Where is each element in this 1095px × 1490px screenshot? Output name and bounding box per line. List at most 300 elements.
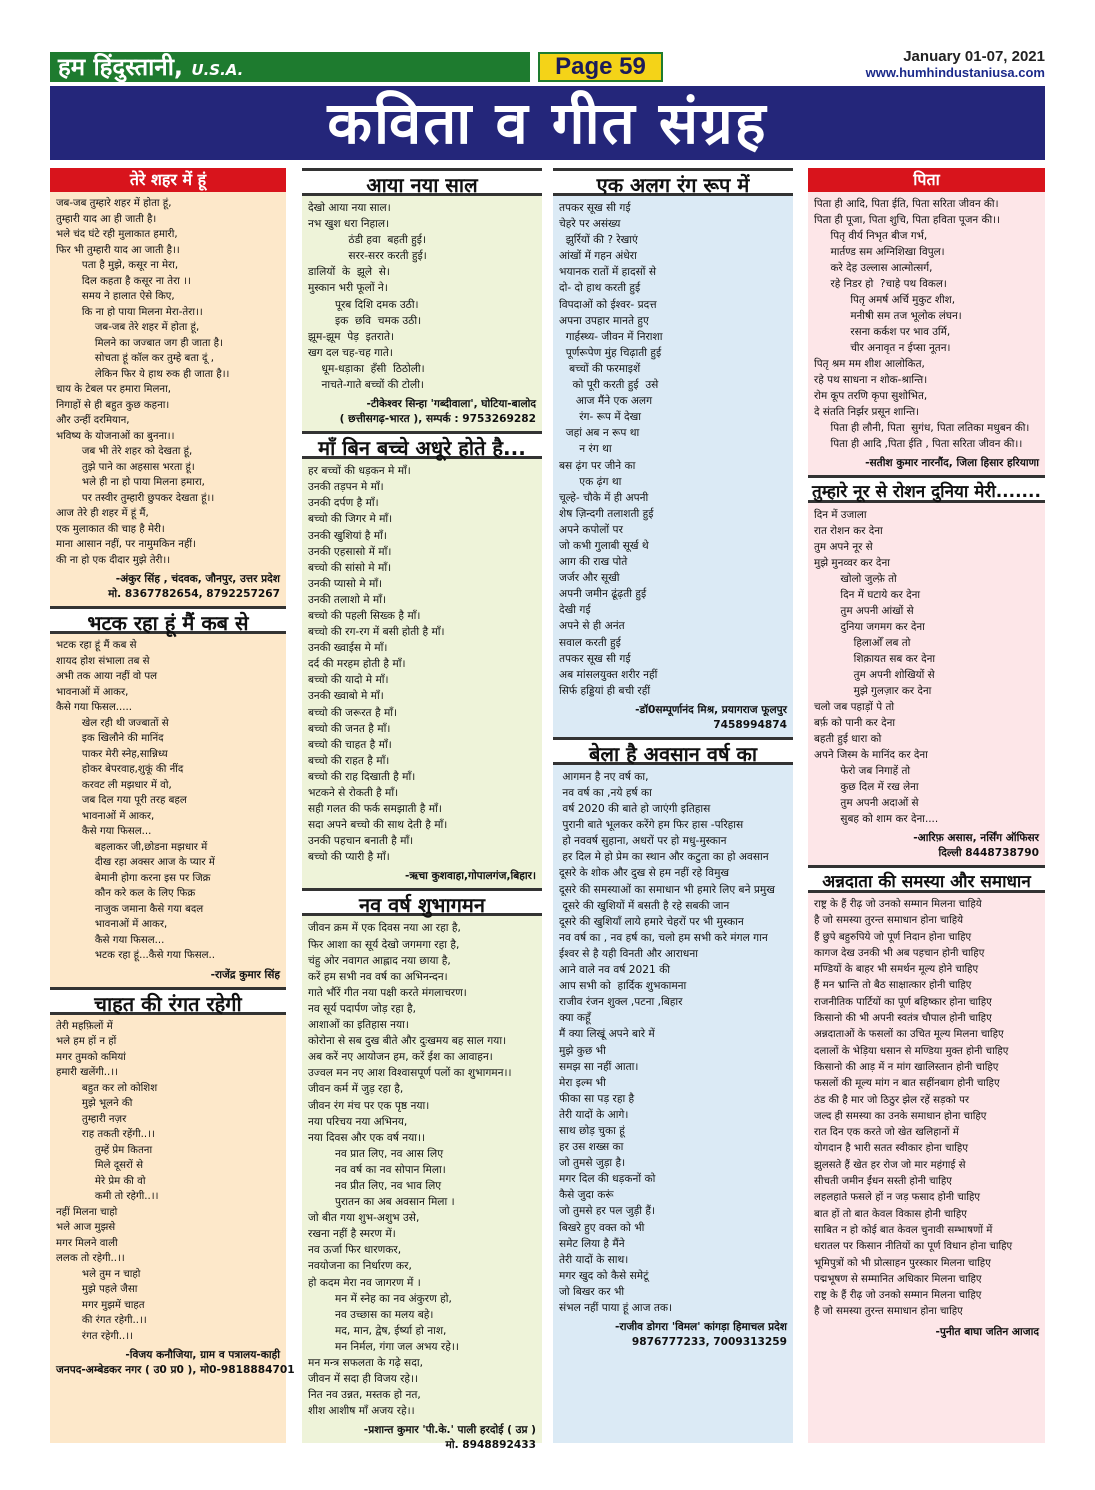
text-line: पिता ही आदि, पिता ईति, पिता सरिता जीवन की।: [814, 198, 999, 210]
text-line: नव ऊर्जा फिर धारणकर,: [308, 1244, 402, 1257]
text-line: 7458994874: [713, 718, 787, 731]
text-line: दिल्ली 8448738790: [938, 847, 1039, 859]
text-line: मुझे मुनव्वर कर देना: [814, 557, 890, 569]
text-line: उनकी दर्पण है माँ।: [308, 497, 379, 510]
poem-signature: [808, 1325, 1045, 1340]
text-line: आगमन है नए वर्ष का,: [559, 770, 649, 783]
text-line: 9876777233, 7009313259: [631, 1336, 787, 1349]
text-line: दे संतति निर्झर प्रसून शान्ति।: [814, 406, 920, 418]
text-line: उनकी तलाशो मे माँ।: [308, 593, 387, 606]
text-line: -ऋचा कुशवाहा,गोपालगंज,बिहार।: [405, 870, 536, 883]
text-line: मिले दूसरों से: [56, 1160, 143, 1171]
text-line: -राजेंद्र कुमार सिंह: [210, 968, 280, 981]
text-line: नहीं मिलना चाहो: [56, 1206, 118, 1218]
text-line: आज तेरे ही शहर में हूं मैं,: [56, 508, 149, 519]
poem-signature: [808, 831, 1045, 861]
poem-title: आया नया साल: [302, 168, 542, 196]
text-line: की रंगत रहेगी..।।: [56, 1315, 147, 1326]
text-line: नव वर्ष का ,नये हर्ष का: [559, 787, 652, 799]
poem-signature: [50, 572, 286, 602]
text-line: रहे निडर हो ?चाहे पथ विकल।: [814, 278, 947, 290]
text-line: शीश आशीष माँ अजय रहे।।: [308, 1405, 415, 1418]
text-line: उनकी तड़पन मे माँ।: [308, 481, 384, 494]
text-line: आज मैंने एक अलग: [559, 395, 653, 408]
text-line: कैसे गया फिसल...: [56, 934, 165, 946]
text-line: बच्चो की जरूरत है माँ।: [308, 706, 398, 719]
text-line: मन निर्मल, गंगा जल अभय रहे।।: [308, 1340, 459, 1353]
text-line: रहे पथ साधना न शोक-श्रान्ति।: [814, 374, 928, 386]
text-line: तेरी यादों के आगे।: [559, 1108, 629, 1121]
text-line: पूर्णरूपेण मुंह चिढ़ाती हुई: [559, 346, 662, 359]
text-line: साबित न हो कोई बात केवल चुनावी सम्भाषणों में: [814, 1224, 993, 1236]
text-line: एक ढ़ंग था: [559, 475, 622, 488]
text-line: हिलाओँ लब तो: [814, 637, 911, 649]
text-line: -विजय कनौजिया, ग्राम व पत्रालय-काही: [125, 1349, 280, 1361]
text-line: जब भी तेरे शहर को देखता हूं,: [56, 446, 193, 457]
text-line: जब-जब तेरे शहर में होता हूं,: [56, 322, 200, 333]
text-line: नाचते-गाते बच्चों की टोली।: [308, 379, 424, 392]
text-line: इक खिलौने की मानिंद: [56, 733, 164, 744]
section-banner: कविता व गीत संग्रह: [50, 86, 1045, 160]
text-line: जहां अब न रूप था: [559, 427, 640, 440]
text-line: -अंकुर सिंह , चंदवक, जौनपुर, उत्तर प्रदेश: [115, 573, 280, 585]
text-line: नवयोजना का निर्धारण कर,: [308, 1260, 412, 1273]
text-line: रसना कर्कश पर भाव उर्मि,: [814, 326, 951, 338]
text-line: जब-जब तुम्हारे शहर में होता हूं,: [56, 198, 172, 209]
text-line: ईश्वर से है यही विनती और आराधना: [559, 947, 698, 960]
text-line: चाय के टेबल पर हमारा मिलना,: [56, 384, 171, 395]
text-line: जो तुमसे जुड़ा है।: [559, 1157, 626, 1170]
text-line: पता है मुझे, कसूर ना मेरा,: [56, 260, 179, 271]
text-line: हो नववर्ष सुहाना, अधरों पर हो मधु-मुस्कान: [559, 835, 727, 848]
text-line: करें हम सभी नव वर्ष का अभिनन्दन।: [308, 970, 448, 983]
text-line: मार्तण्ड सम अग्निशिखा विपुल।: [814, 246, 945, 258]
text-line: पाकर मेरी स्नेह,सान्निध्य: [56, 748, 168, 760]
text-line: है जो समस्या तुरन्त समाधान होना चाहिये: [814, 915, 964, 927]
text-line: मो. 8948892433: [445, 1439, 536, 1452]
column-3: [553, 168, 793, 1443]
text-line: रंगत रहेगी..।।: [56, 1330, 134, 1342]
text-line: समय ने हालात ऐसे किए,: [56, 291, 175, 302]
text-line: दो- दो हाथ करती हुई: [559, 282, 641, 295]
text-line: मगर खुद को कैसे समेटूं: [559, 1269, 649, 1282]
text-line: उनकी एहसासो में माँ।: [308, 545, 392, 558]
text-line: दिन में उजाला: [814, 509, 867, 521]
text-line: तुम अपनी शोखियों से: [814, 669, 935, 681]
text-line: मद, मान, द्वेष, ईर्ष्या हो नाश,: [308, 1324, 447, 1337]
text-line: हो कदम मेरा नव जागरण में ।: [308, 1276, 421, 1289]
text-line: नव वर्ष का , नव हर्ष का, चलो हम सभी करे मंगल गान: [559, 931, 768, 944]
text-line: कमी तो रहेगी..।।: [56, 1191, 159, 1202]
poem-title: अन्नदाता की समस्या और समाधान: [808, 865, 1045, 893]
poem-body: [808, 893, 1045, 1325]
text-line: सदा अपने बच्चो की साथ देती है माँ।: [308, 819, 448, 832]
text-line: बच्चो की जिगर मे माँ।: [308, 513, 393, 526]
text-line: पूरब दिशि दमक उठी।: [308, 298, 419, 311]
text-line: पद्मभूषण से सम्मानित अधिकार मिलना चाहिए: [814, 1273, 982, 1285]
text-line: तुम अपनी अदाओं से: [814, 797, 919, 809]
text-line: तपकर सूख सी गई: [559, 652, 631, 665]
poem-signature: [302, 397, 542, 427]
issue-info: [866, 48, 1045, 80]
text-line: दूसरे की समस्याओं का समाधान भी हमारे लिए बने प्रमुख: [559, 883, 775, 896]
text-line: फिर भी तुम्हारी याद आ जाती है।।: [56, 244, 180, 256]
text-line: चूल्हे- चौके में ही अपनी: [559, 491, 649, 504]
poem-title: तेरे शहर में हूं: [50, 168, 286, 192]
text-line: भटकने से रोकती है माँ।: [308, 787, 399, 799]
text-line: देखी गई: [559, 604, 591, 617]
text-line: उनकी ख्वाबो मे माँ।: [308, 690, 384, 703]
text-line: जल्द ही समस्या का उनके समाधान होना चाहिए: [814, 1110, 987, 1122]
text-line: संभल नहीं पाया हूं आज तक।: [559, 1302, 673, 1314]
poem-signature: [553, 1320, 793, 1350]
text-line: की ना हो एक दीदार मुझे तेरी।।: [56, 554, 171, 566]
text-line: उनकी ख्वाईस मे माँ।: [308, 642, 388, 655]
text-line: उनकी प्यासो मे माँ।: [308, 577, 383, 590]
text-line: अन्नदाताओं के फसलों का उचित मूल्य मिलना चाहिए: [814, 1029, 1004, 1041]
text-line: कुछ दिल में रख लेना: [814, 781, 919, 793]
text-line: बच्चो की राह दिखाती है माँ।: [308, 770, 416, 783]
text-line: तुम अपने नूर से: [814, 541, 873, 553]
column-2: [302, 168, 542, 1452]
text-line: मिलने का जज्बात जग ही जाता है।: [56, 337, 223, 349]
text-line: झुलसते हैं खेत हर रोज जो मार महंगाई से: [814, 1159, 966, 1171]
text-line: शिक़ायत सब कर देना: [814, 653, 936, 665]
text-line: समझ सा नहीं आता।: [559, 1060, 639, 1073]
text-line: उनकी पहचान बनाती है माँ।: [308, 835, 414, 848]
text-line: न रंग था: [559, 443, 612, 456]
poem-body: [50, 634, 286, 968]
text-line: किसानो की आड़ में न मांग खालिस्तान होनी चाहिए: [814, 1061, 999, 1073]
poem-body: [808, 503, 1045, 831]
text-line: आप सभी को हार्दिक शुभकामना: [559, 980, 687, 993]
page-header: [50, 48, 1045, 82]
text-line: नभ खुश धरा निहाल।: [308, 218, 390, 231]
text-line: कौन करे कल के लिए फिक्र: [56, 888, 196, 899]
text-line: गाते भौंरें गीत नया पक्षी करते मंगलाचरण।: [308, 986, 467, 999]
text-line: भूमिपुत्रों को भी प्रोत्साहन पुरस्कार मिलना चाहिए: [814, 1257, 991, 1269]
text-line: -सतीश कुमार नारनौंद, जिला हिसार हरियाणा: [865, 457, 1039, 469]
text-line: तुम्हारी याद आ ही जाती है।: [56, 213, 157, 225]
text-line: बात हों तो बात केवल विकास होनी चाहिए: [814, 1208, 967, 1220]
text-line: करे देह उल्लास आत्मोत्सर्ग,: [814, 262, 933, 274]
text-line: तुम अपनी आंखों से: [814, 605, 914, 617]
poem-signature: [50, 968, 286, 983]
text-line: कैसे जुदा करूं: [559, 1189, 614, 1202]
text-line: दर्द की मरहम होती है माँ।: [308, 658, 406, 671]
masthead-suffix: U.S.A.: [191, 61, 244, 79]
text-line: अपनी जमीन ढूंढ़ती हुई: [559, 588, 647, 601]
text-line: भले तुम न चाहो: [56, 1268, 141, 1280]
text-line: अपना उपहार मानते हुए: [559, 314, 649, 327]
text-line: भावनाओं में आकर,: [56, 686, 129, 698]
text-line: बच्चों की फरमाइशें: [559, 362, 641, 375]
text-line: मन में स्नेह का नव अंकुरण हो,: [308, 1292, 452, 1305]
text-line: जीवन में सदा ही विजय रहे।।: [308, 1373, 419, 1386]
text-line: जीवन क्रम में एक दिवस नया आ रहा है,: [308, 922, 461, 935]
text-line: हर बच्चों की धड़कन मे माँ।: [308, 465, 411, 478]
text-line: रखना नहीं है स्मरण में।: [308, 1228, 396, 1241]
text-line: है जो समस्या तुरन्त समाधान होना चाहिए: [814, 1306, 963, 1318]
text-line: ठंड की है मार जो ठिठुर झेल रहें सड़को पर: [814, 1094, 970, 1106]
poem-signature: [302, 1423, 542, 1453]
text-line: भटक रहा हूं मैं कब से: [56, 640, 137, 651]
text-line: नव प्रात लिए, नव आस लिए: [308, 1147, 444, 1160]
text-line: डालियों के झूले से।: [308, 266, 390, 279]
text-line: चलो जब पहाड़ों पे तो: [814, 701, 895, 713]
text-line: विपदाओं को ईश्वर- प्रदत्त: [559, 298, 657, 311]
poem-signature: [302, 869, 542, 884]
text-line: कोरोना से सब दुख बीते और दुःखमय बह साल गया।: [308, 1035, 507, 1048]
text-line: तपकर सूख सी गई: [559, 202, 631, 214]
text-line: मन मन्त्र सफलता के गढ़े सदा,: [308, 1357, 423, 1369]
poem-title: भटक रहा हूं मैं कब से: [50, 606, 286, 634]
text-line: और उन्हीं दरमियान,: [56, 415, 130, 426]
text-line: योगदान है भारी सतत स्वीकार होना चाहिए: [814, 1143, 968, 1155]
text-line: जीवन कर्म में जुड़ रहा है,: [308, 1083, 404, 1096]
text-line: क्या कहूँ: [559, 1012, 591, 1025]
text-line: चंहु ओर नवागत आह्लाद नया छाया है,: [308, 954, 451, 967]
text-line: फेरो जब निगाहें तो: [814, 765, 911, 777]
text-line: मगर मिलने वाली: [56, 1237, 118, 1249]
text-line: लहलहाते फसले हों न जड़ फसाद होनी चाहिए: [814, 1192, 981, 1204]
text-line: जो बीत गया शुभ-अशुभ उसे,: [308, 1212, 420, 1225]
text-line: गार्हस्थ्य- जीवन में निराशा: [559, 330, 663, 343]
text-line: झूम-झूम पेड़ इतराते।: [308, 330, 395, 343]
text-line: -राजीव डोगरा 'विमल' कांगड़ा हिमाचल प्रदेश: [615, 1321, 787, 1334]
text-line: पितृ श्रम मम शीश आलोकित,: [814, 358, 925, 370]
text-line: आने वाले नव वर्ष 2021 की: [559, 964, 670, 977]
text-line: -पुनीत बाघा जतिन आजाद: [935, 1325, 1039, 1338]
text-line: बच्चो की जनत है माँ।: [308, 722, 391, 735]
text-line: समेट लिया है मैंने: [559, 1237, 625, 1250]
text-line: तुझे पाने का अहसास भरता हूं।: [56, 461, 195, 473]
text-line: बस ढ़ंग पर जीने का: [559, 459, 636, 472]
poem-body: [808, 192, 1045, 456]
text-line: बहुत कर लो कोशिश: [56, 1082, 158, 1094]
text-line: अपने जिस्म के मानिंद कर देना: [814, 749, 928, 761]
text-line: एक मुलाकात की चाह है मेरी।: [56, 523, 165, 535]
text-line: बच्चो की पहली सिख्क है माँ।: [308, 609, 421, 622]
text-line: हर दिल मे हो प्रेम का स्थान और कटुता का हो अवसान: [559, 851, 769, 864]
text-line: जो बिखर कर भी: [559, 1285, 625, 1298]
text-line: शायद होश संभाला तब से: [56, 655, 150, 667]
text-line: सिर्फ हड्डियां ही बची रहीं: [559, 684, 651, 697]
text-line: पितृ अमर्ष अर्चि मुकुट शीश,: [814, 294, 955, 306]
text-line: भले ही ना हो पाया मिलना हमारा,: [56, 477, 205, 488]
text-line: अब मांसलयुक्त शरीर नहीं: [559, 668, 658, 681]
masthead: [50, 52, 530, 82]
text-line: पिता ही आदि ,पिता ईति , पिता सरिता जीवन की।।: [814, 438, 1023, 450]
text-line: सीचती जमीन ईंधन सस्ती होनी चाहिए: [814, 1176, 952, 1188]
text-line: मेरा इल्म भी: [559, 1076, 606, 1089]
text-line: उज्वल मन नए आश विश्वासपूर्ण पलों का शुभागमन।।: [308, 1067, 512, 1080]
text-line: हैं मन भ्रान्ति तो बैठ साक्षात्कार होनी चाहिए: [814, 980, 972, 992]
column-4: [808, 168, 1045, 1443]
text-line: बहलाकर जी,छोडना मझधार में: [56, 841, 208, 853]
text-line: तुम्हारी नज़र: [56, 1113, 127, 1125]
text-line: फसलों की मूल्य मांग न बात सहींनबाग होनी चाहिए: [814, 1078, 1000, 1090]
text-line: भले चंद घंटे रही मुलाकात हमारी,: [56, 229, 178, 240]
poem-body: [553, 196, 793, 703]
text-line: बच्चो की राहत है माँ।: [308, 754, 390, 767]
text-line: राजनीतिक पार्टियों का पूर्ण बहिष्कार होना चाहिए: [814, 996, 992, 1008]
text-line: नाजुक जमाना कैसे गया बदल: [56, 903, 204, 915]
text-line: -टीकेश्वर सिन्हा 'गब्दीवाला', घोटिया-बालोद: [366, 398, 536, 411]
text-line: तुम्हें प्रेम कितना: [56, 1144, 153, 1156]
text-line: दूसरे की खुशियाँ लाये हमारे चेहरों पर भी मुस्कान: [559, 915, 744, 928]
text-line: पर तस्वीर तुम्हारी छुपकर देखता हूं।।: [56, 492, 215, 504]
text-line: -डॉ0सम्पूर्णानंद मिश्र, प्रयागराज फूलपुर: [635, 703, 787, 716]
text-line: राजीव रंजन शुक्ल ,पटना ,बिहार: [559, 996, 683, 1009]
poem-body: [553, 765, 793, 1320]
text-line: बच्चो की रग-रग में बसी होती है माँ।: [308, 626, 445, 639]
text-line: सही गलत की फर्क समझाती है माँ।: [308, 803, 442, 816]
text-line: रोम कूप तरणि कृपा सुशोभित,: [814, 390, 928, 402]
text-line: खग दल चह-चह गाते।: [308, 346, 393, 359]
text-line: -आरिफ़ असास, नर्सिंग ऑफिसर: [913, 832, 1039, 844]
text-line: बेमानी होगा करना इस पर जिक्र: [56, 872, 211, 884]
text-line: राह तकती रहेंगी..।।: [56, 1129, 155, 1140]
text-line: भटक रहा हूं...कैसे गया फिसल..: [56, 950, 216, 961]
poem-title: चाहत की रंगत रहेगी: [50, 987, 286, 1015]
text-line: होकर बेपरवाह,शुकूं की नींद: [56, 764, 184, 775]
poem-body: [50, 192, 286, 572]
text-line: नया परिचय नया अभिनय,: [308, 1115, 408, 1128]
text-line: नव उच्छास का मलय बहे।: [308, 1308, 434, 1321]
masthead-title: हम हिंदुस्तानी,: [58, 53, 184, 81]
text-line: दूसरे के शोक और दुख से हम नहीं रहे विमुख: [559, 867, 730, 880]
text-line: नव वर्ष का नव सोपान मिला।: [308, 1163, 446, 1176]
text-line: मो. 8367782654, 8792257267: [108, 588, 280, 600]
text-line: तेरी यादों के साथ।: [559, 1253, 629, 1266]
text-line: साथ छोड़ चुका हूं: [559, 1124, 625, 1137]
issue-date: January 01-07, 2021: [903, 48, 1045, 65]
text-line: बच्चो की प्यारी है माँ।: [308, 851, 390, 864]
text-line: दुनिया जगमग कर देना: [814, 621, 925, 633]
text-line: धरातल पर किसान नीतियों का पूर्ण विधान होना चाहिए: [814, 1241, 1013, 1253]
text-line: पिता ही लौनी, पिता सुगंध, पिता लतिका मधुबन की।: [814, 422, 1030, 434]
text-line: मण्डियों के बाहर भी समर्थन मूल्य होने चाहिए: [814, 964, 979, 976]
poem-body: [302, 916, 542, 1423]
text-line: को पूरी करती हुई उसे: [559, 379, 659, 392]
text-line: जब दिल गया पूरी तरह बहल: [56, 795, 187, 806]
text-line: आशाओं का इतिहास नया।: [308, 1019, 409, 1032]
text-line: नित नव उन्नत, मस्तक हो नत,: [308, 1389, 421, 1402]
text-line: जर्जर और सूखी: [559, 572, 620, 585]
text-line: आंखों में गहन अंधेरा: [559, 250, 637, 263]
text-line: तेरी महफ़िलों में: [56, 1020, 113, 1032]
text-line: लेकिन फिर ये हाथ रुक ही जाता है।।: [56, 368, 230, 380]
text-line: भविष्य के योजनाओं का बुनना।।: [56, 430, 175, 442]
text-line: मुझे कुछ भी: [559, 1044, 606, 1057]
text-line: कि ना हो पाया मिलना मेरा-तेरा।।: [56, 306, 203, 318]
poem-title: पिता: [808, 168, 1045, 192]
text-line: आग की राख पोते: [559, 556, 628, 569]
text-line: झुर्रियों की ? रेखाएं: [559, 234, 638, 247]
text-line: दिन में घटाये कर देना: [814, 589, 921, 601]
text-line: दीख रहा अक्सर आज के प्यार में: [56, 857, 215, 868]
text-line: सवाल करती हुई: [559, 636, 621, 649]
poem-signature: [50, 1348, 295, 1378]
text-line: उनकी खुशियां है माँ।: [308, 529, 387, 542]
text-line: रंग- रूप में देखा: [559, 411, 642, 424]
page-number: Page 59: [538, 52, 663, 82]
text-line: मुझे गुलज़ार कर देना: [814, 685, 932, 697]
text-line: कैसे गया फिसल...: [56, 826, 152, 837]
text-line: चीर अनावृत न ईप्सा नूतन।: [814, 342, 951, 354]
text-line: कागज देख उनकी भी अब पहचान होनी चाहिए: [814, 947, 985, 959]
text-line: खोलो जुल्फ़े तो: [814, 573, 897, 585]
text-line: मेरे प्रेम की वो: [56, 1175, 146, 1187]
text-line: देखो आया नया साल।: [308, 202, 391, 214]
text-line: मैं क्या लिखूं अपने बारे में: [559, 1028, 655, 1041]
text-line: दलालों के भेड़िया धसान से मण्डिया मुक्त होनी चाहिए: [814, 1045, 1009, 1057]
text-line: जो तुमसे हर पल जुड़ी हैं।: [559, 1205, 656, 1218]
text-line: सुबह को शाम कर देना....: [814, 813, 939, 825]
poem-body: [50, 1015, 286, 1349]
text-line: ( छत्तीसगढ़-भारत ), सम्पर्क : 9753269282: [339, 413, 536, 426]
text-line: बच्चो की यादो मे माँ।: [308, 674, 389, 687]
text-line: भावनाओं में आकर,: [56, 810, 155, 822]
text-line: नव प्रीत लिए, नव भाव लिए: [308, 1179, 442, 1192]
text-line: मुझे पहले जैसा: [56, 1284, 138, 1295]
column-1: [50, 168, 295, 1443]
text-line: मगर तुमको कमियां: [56, 1051, 126, 1063]
text-line: बिखरे हुए वक्त को भी: [559, 1221, 645, 1234]
text-line: हर उस शख्स का: [559, 1141, 624, 1154]
text-line: चेहरे पर असंख्य: [559, 218, 621, 231]
text-line: शेष ज़िन्दगी तलाशती हुई: [559, 507, 654, 520]
text-line: जनपद-अम्बेडकर नगर ( उ0 प्र0 ), मो0-9818884701: [56, 1364, 295, 1376]
text-line: राष्ट्र के हैं रीढ़ जो उनको सम्मान मिलना चाहिए: [814, 1290, 982, 1302]
poem-signature: [808, 456, 1045, 471]
text-line: हैं छुपे बहुरुपिये जो पूर्ण निदान होना चाहिए: [814, 931, 972, 943]
text-line: सोचता हूं कॉल कर तुम्हे बता दूं ,: [56, 353, 214, 364]
text-line: पुरानी बाते भूलकर करेंगे हम फिर हास -परिहास: [559, 819, 744, 832]
text-line: निगाहों से ही बहुत कुछ कहना।: [56, 399, 170, 411]
text-line: मगर दिल की धड़कनों को: [559, 1173, 656, 1186]
website-link[interactable]: www.humhindustaniusa.com: [865, 65, 1045, 80]
text-line: भयानक रातों में हादसों से: [559, 266, 657, 279]
text-line: फिर आशा का सूर्य देखो जगमगा रहा है,: [308, 938, 460, 951]
text-line: फीका सा पड़ रहा है: [559, 1092, 635, 1105]
text-line: वर्ष 2020 की बाते हो जाएंगी इतिहास: [559, 803, 711, 816]
text-line: नव सूर्य पदार्पण जोड़ रहा है,: [308, 1002, 416, 1015]
text-line: मगर मुझमें चाहत: [56, 1299, 145, 1311]
text-line: इक छवि चमक उठी।: [308, 314, 422, 327]
text-line: ललक तो रहेगी..।।: [56, 1253, 125, 1264]
text-line: दिल कहता है कसूर ना तेरा ।।: [56, 275, 191, 287]
text-line: रात दिन एक करते जो खेत खलिहानों में: [814, 1127, 959, 1139]
text-line: मुस्कान भरी फूलों ने।: [308, 282, 388, 295]
poem-title: तुम्हारे नूर से रोशन दुनिया मेरी.......: [808, 475, 1045, 503]
text-line: खेल रही थी जज्बातों से: [56, 717, 169, 729]
text-line: धूम-धड़ाका हँसी ठिठोली।: [308, 362, 425, 375]
text-line: अपने कपोलों पर: [559, 523, 623, 536]
text-line: ठंडी हवा बहती हुई।: [308, 234, 427, 247]
text-line: हमारी खलेंगी..।।: [56, 1067, 118, 1078]
poem-signature: [553, 703, 793, 733]
text-line: जीवन रंग मंच पर एक पृष्ठ नया।: [308, 1099, 430, 1112]
text-line: भले हम हों न हों: [56, 1036, 117, 1047]
poem-title: बेला है अवसान वर्ष का: [553, 737, 793, 765]
text-line: अभी तक आया नहीं वो पल: [56, 671, 158, 682]
poem-title: नव वर्ष शुभागमन: [302, 888, 542, 916]
text-line: पिता ही पूजा, पिता शुचि, पिता हविता पूजन की।।: [814, 214, 1001, 226]
text-line: मनीषी सम तज भूलोक लंघन।: [814, 310, 962, 322]
text-line: दूसरे की खुशियों में बसती है रहे सबकी जान: [559, 899, 730, 912]
